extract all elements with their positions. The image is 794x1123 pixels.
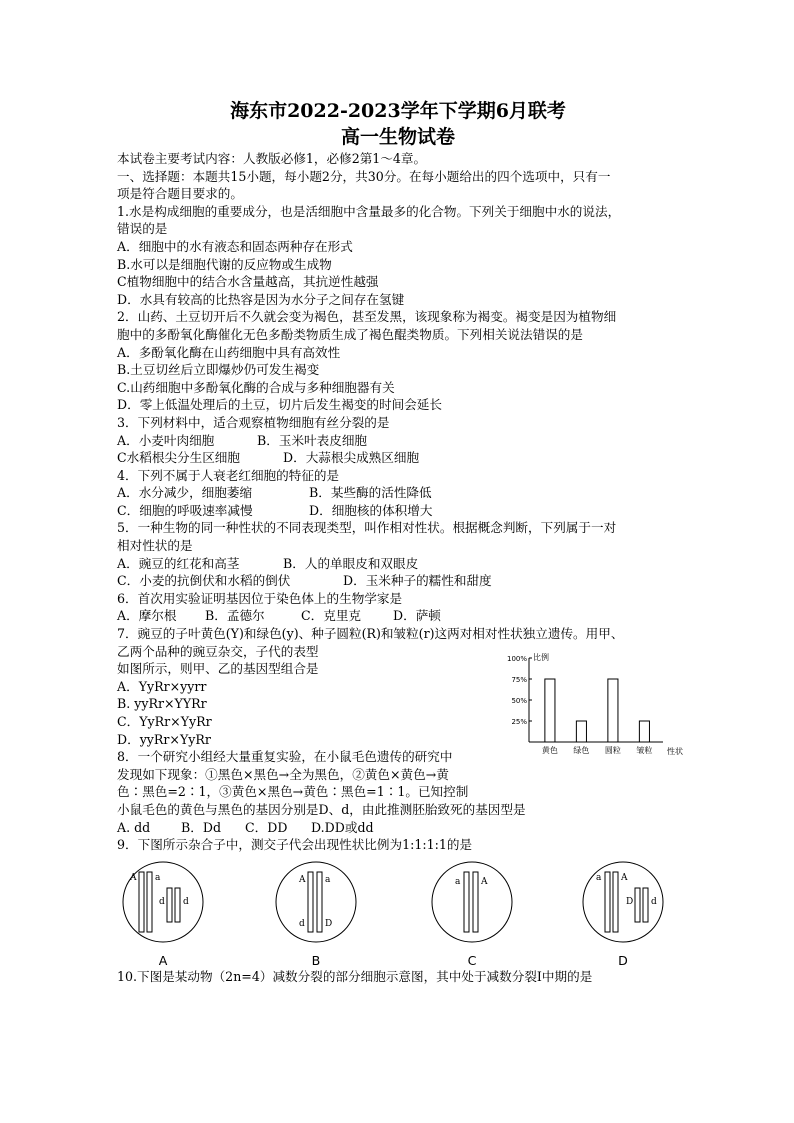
q9b-gene-1: A: [299, 874, 306, 885]
q8-option-a: A. dd: [117, 819, 151, 835]
q9a-gene-1: A: [130, 872, 137, 883]
q5-option-a: A．豌豆的红花和高茎: [117, 555, 240, 571]
y-tick-label-2: 50%: [511, 697, 527, 706]
q4-option-d: D．细胞核的体积增大: [309, 502, 433, 518]
q9c-gene-1: a: [455, 876, 461, 887]
question-9: [117, 836, 679, 968]
q9c-gene-2: A: [481, 876, 488, 887]
x-tick-label-2: 圆粒: [604, 746, 621, 756]
q7-option-a: A．YyRr×yyrr: [117, 678, 207, 694]
x-axis-label: 性状: [667, 747, 683, 757]
q8-option-d: D.DD或dd: [311, 819, 374, 835]
q1-option-d: D．水具有较高的比热容是因为水分子之间存在氢键: [117, 291, 405, 307]
q9d-gene-4: d: [651, 896, 657, 907]
question-2: [117, 308, 679, 414]
q8-line-4: 小鼠毛色的黄色与黑色的基因分别是D、d，由此推测胚胎致死的基因型是: [117, 801, 526, 817]
x-tick-label-1: 绿色: [573, 746, 590, 756]
question-1: [117, 203, 679, 309]
q9b-gene-4: D: [325, 918, 333, 929]
y-tick-label-0: 100%: [506, 655, 527, 664]
q10-stem: 10.下图是某动物（2n=4）减数分裂的部分细胞示意图，其中处于减数分裂Ⅰ中期的是: [117, 968, 593, 984]
q9-figure-d-label: D: [618, 952, 628, 968]
q9-figure-a-label: A: [158, 952, 168, 968]
q9-figures: [117, 858, 679, 968]
q7-option-b: B. yyRr×YYRr: [117, 696, 207, 712]
q9d-gene-3: D: [626, 896, 634, 907]
q2-option-d: D．零上低温处理后的土豆，切片后发生褐变的时间会延长: [117, 397, 442, 413]
q7-stem-2: 乙两个品种的豌豆杂交，子代的表型: [117, 643, 319, 659]
x-tick-label-3: 皱粒: [636, 746, 653, 756]
q6-option-c: C．克里克: [301, 608, 362, 624]
section1-line1: 一、选择题：本题共15小题，每小题2分，共30分。在每小题给出的四个选项中，只有一: [117, 168, 611, 184]
q9d-gene-2: A: [621, 872, 628, 883]
bar-0: [545, 679, 555, 742]
q8-line-1: 8．一个研究小组经大量重复实验，在小鼠毛色遗传的研究中: [117, 749, 453, 765]
q7-option-c: C．YyRr×YyRr: [117, 714, 212, 729]
question-4: [117, 467, 679, 520]
q5-option-d: D．玉米种子的糯性和甜度: [343, 573, 492, 589]
q9d-gene-1: a: [596, 872, 602, 883]
q9-figure-d: [577, 858, 669, 968]
exam-page: [117, 98, 683, 985]
q6-stem: 6．首次用实验证明基因位于染色体上的生物学家是: [117, 590, 403, 606]
y-tick-label-3: 25%: [511, 718, 527, 727]
question-3: [117, 414, 679, 467]
q3-option-b: B．玉米叶表皮细胞: [257, 432, 368, 448]
q7-stem-3: 如图所示，则甲、乙的基因型组合是: [117, 661, 319, 677]
exam-subtitle: 高一生物试卷: [340, 126, 455, 148]
phenotype-bar-chart: [503, 648, 683, 766]
section1-line2: 项是符合题目要求的。: [117, 186, 243, 202]
q1-option-b: B.水可以是细胞代谢的反应物或生成物: [117, 256, 332, 272]
q6-option-a: A．摩尔根: [117, 608, 177, 624]
q2-option-b: B.土豆切丝后立即爆炒仍可发生褐变: [117, 362, 320, 378]
q2-option-a: A．多酚氧化酶在山药细胞中具有高效性: [117, 344, 341, 360]
y-axis-label: 比例: [533, 653, 549, 663]
q9-figure-c: [426, 858, 518, 968]
y-tick-label-1: 75%: [511, 676, 527, 685]
exam-title: 海东市2022-2023学年下学期6月联考: [230, 100, 566, 122]
bar-2: [608, 679, 618, 742]
bar-3: [639, 721, 649, 742]
q9-figure-b-label: B: [311, 952, 321, 968]
q7-stem-1: 7．豌豆的子叶黄色(Y)和绿色(y)、种子圆粒(R)和皱粒(r)这两对相对性状独立遗传。用甲、: [117, 626, 624, 642]
q3-stem: 3．下列材料中，适合观察植物细胞有丝分裂的是: [117, 414, 390, 430]
q9a-gene-2: a: [155, 872, 161, 883]
question-10: [117, 968, 679, 986]
question-6: [117, 590, 679, 625]
question-5: [117, 519, 679, 589]
q9-figure-c-label: C: [467, 952, 477, 968]
q9b-gene-2: a: [325, 874, 331, 885]
q6-option-d: D．萨顿: [393, 608, 441, 624]
q8-option-c: C．DD: [245, 819, 288, 835]
q9-stem: 9．下图所示杂合子中，测交子代会出现性状比例为1:1:1:1的是: [117, 837, 473, 853]
q7-option-d: D．yyRr×YyRr: [117, 731, 211, 747]
q1-stem-1: 1.水是构成细胞的重要成分，也是活细胞中含量最多的化合物。下列关于细胞中水的说法，: [117, 203, 621, 219]
q8-line-3: 色∶黑色=2∶1，③黄色×黑色→黄色∶黑色=1∶1。已知控制: [117, 784, 469, 800]
q1-option-a: A．细胞中的水有液态和固态两种存在形式: [117, 238, 353, 254]
q5-option-c: C．小麦的抗倒伏和水稻的倒伏: [117, 573, 291, 589]
q9-figure-b: [270, 858, 362, 968]
q3-option-c: C水稻根尖分生区细胞: [117, 450, 240, 466]
q2-stem-1: 2．山药、土豆切开后不久就会变为褐色，甚至发黑，该现象称为褐变。褐变是因为植物细: [117, 309, 617, 325]
bar-1: [576, 721, 586, 742]
q1-stem-2: 错误的是: [117, 221, 168, 237]
q2-option-c: C.山药细胞中多酚氧化酶的合成与多种细胞器有关: [117, 379, 395, 395]
q5-stem-1: 5．一种生物的同一种性状的不同表现类型，叫作相对性状。根据概念判断，下列属于一对: [117, 520, 617, 536]
q9b-gene-3: d: [299, 918, 305, 929]
q4-option-c: C．细胞的呼吸速率减慢: [117, 502, 253, 518]
q9a-gene-3: d: [159, 896, 165, 907]
q1-option-c: C植物细胞中的结合水含量越高，其抗逆性越强: [117, 274, 379, 290]
q5-option-b: B．人的单眼皮和双眼皮: [283, 555, 419, 571]
q2-stem-2: 胞中的多酚氧化酶催化无色多酚类物质生成了褐色醌类物质。下列相关说法错误的是: [117, 326, 583, 342]
q9-figure-a: [117, 858, 209, 968]
exam-intro: 本试卷主要考试内容：人教版必修1，必修2第1～4章。: [117, 151, 427, 166]
q4-option-a: A．水分减少，细胞萎缩: [117, 485, 253, 501]
q3-option-a: A．小麦叶肉细胞: [117, 432, 215, 448]
x-tick-label-0: 黄色: [541, 746, 558, 756]
q4-stem: 4．下列不属于人衰老红细胞的特征的是: [117, 467, 340, 483]
q4-option-b: B．某些酶的活性降低: [309, 485, 432, 501]
q6-option-b: B．孟德尔: [205, 608, 265, 624]
q5-stem-2: 相对性状的是: [117, 538, 193, 554]
q8-line-2: 发现如下现象：①黑色×黑色→全为黑色，②黄色×黄色→黄: [117, 766, 449, 782]
q3-option-d: D．大蒜根尖成熟区细胞: [283, 450, 420, 466]
q9a-gene-4: d: [183, 896, 189, 907]
q8-option-b: B．Dd: [181, 819, 222, 835]
